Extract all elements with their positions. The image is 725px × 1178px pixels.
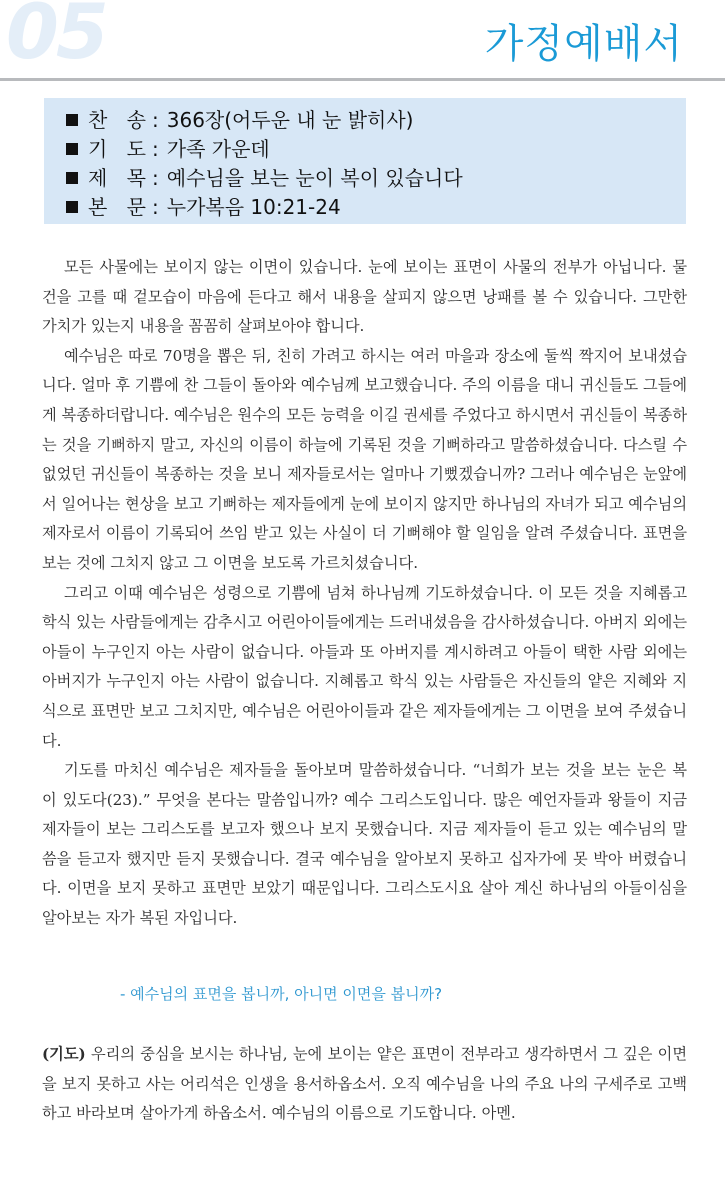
info-row-hymn bbox=[66, 106, 686, 135]
info-row-scripture bbox=[66, 193, 686, 222]
prayer-text: 우리의 중심을 보시는 하나님, 눈에 보이는 얕은 표면이 전부라고 생각하면서 그 깊은 이면을 보지 못하고 사는 어리석은 인생을 용서하옵소서. 오직 예수님을 나의 주요 나의 구세주로 고백하고 바라보며 살아가게 하옵소서. 예수님의 이름으로 기도합니다. 아멘. bbox=[42, 1045, 687, 1123]
title-rule bbox=[0, 78, 725, 81]
closing-question: - 예수님의 표면을 봅니까, 아니면 이면을 봅니까? bbox=[120, 985, 443, 1003]
prayer-paragraph bbox=[42, 1040, 687, 1129]
info-label: 제 목 bbox=[88, 166, 146, 190]
page-number: 05 bbox=[6, 0, 106, 76]
info-row-prayer bbox=[66, 135, 686, 164]
body-paragraph: 기도를 마치신 예수님은 제자들을 돌아보며 말씀하셨습니다. “너희가 보는 것을 보는 눈은 복이 있도다(23).” 무엇을 본다는 말씀입니까? 예수 그리스도입니다. 많은 예언자들과 왕들이 지금 제자들이 보는 그리스도를 보고자 했으나 보지 못했습니다. 지금 제자들이 듣고 있는 예수님의 말씀을 듣고자 했지만 듣지 못했습니다. 결국 예수님을 알아보지 못하고 십자가에 못 박아 버렸습니다. 이면을 보지 못하고 표면만 보았기 때문입니다. 그리스도시요 살아 계신 하나님의 아들이심을 알아보는 자가 복된 자입니다. bbox=[42, 761, 687, 928]
info-value: 누가복음 10:21-24 bbox=[166, 195, 341, 219]
prayer-label: (기도) bbox=[42, 1045, 86, 1063]
info-row-title bbox=[66, 164, 686, 193]
square-bullet-icon bbox=[66, 114, 78, 126]
info-label: 본 문 bbox=[88, 195, 146, 219]
square-bullet-icon bbox=[66, 172, 78, 184]
info-value: 366장(어두운 내 눈 밝히사) bbox=[166, 108, 414, 132]
worship-info-box bbox=[44, 98, 686, 224]
square-bullet-icon bbox=[66, 201, 78, 213]
sermon-body bbox=[42, 253, 687, 934]
body-paragraph: 모든 사물에는 보이지 않는 이면이 있습니다. 눈에 보이는 표면이 사물의 전부가 아닙니다. 물건을 고를 때 겉모습이 마음에 든다고 해서 내용을 살피지 않으면 낭패를 볼 수 있습니다. 그만한 가치가 있는지 내용을 꼼꼼히 살펴보아야 합니다. bbox=[42, 258, 687, 336]
info-value: 가족 가운데 bbox=[166, 137, 270, 161]
info-colon: : bbox=[152, 137, 159, 161]
body-paragraph: 예수님은 따로 70명을 뽑은 뒤, 친히 가려고 하시는 여러 마을과 장소에 둘씩 짝지어 보내셨습니다. 얼마 후 기쁨에 찬 그들이 돌아와 예수님께 보고했습니다. 주의 이름을 대니 귀신들도 그들에게 복종하더랍니다. 예수님은 원수의 모든 능력을 이길 권세를 주었다고 하시면서 귀신들이 복종하는 것을 기뻐하지 말고, 자신의 이름이 하늘에 기록된 것을 기뻐하라고 말씀하셨습니다. 다스릴 수 없었던 귀신들이 복종하는 것을 보니 제자들로서는 얼마나 기뻤겠습니까? 그러나 예수님은 눈앞에서 일어나는 현상을 보고 기뻐하는 제자들에게 눈에 보이지 않지만 하나님의 자녀가 되고 예수님의 제자로서 이름이 기록되어 쓰임 받고 있는 사실이 더 기뻐해야 할 일임을 알려 주셨습니다. 표면을 보는 것에 그치지 않고 그 이면을 보도록 가르치셨습니다. bbox=[42, 346, 687, 572]
info-value: 예수님을 보는 눈이 복이 있습니다 bbox=[166, 166, 463, 190]
info-colon: : bbox=[152, 195, 159, 219]
info-colon: : bbox=[152, 108, 159, 132]
info-label: 찬 송 bbox=[88, 108, 146, 132]
info-colon: : bbox=[152, 166, 159, 190]
info-label: 기 도 bbox=[88, 137, 146, 161]
square-bullet-icon bbox=[66, 143, 78, 155]
section-title: 가정예배서 bbox=[484, 21, 683, 67]
body-paragraph: 그리고 이때 예수님은 성령으로 기쁨에 넘쳐 하나님께 기도하셨습니다. 이 모든 것을 지혜롭고 학식 있는 사람들에게는 감추시고 어린아이들에게는 드러내셨음을 감사하셨습니다. 아버지 외에는 아들이 누구인지 아는 사람이 없습니다. 아들과 또 아버지를 계시하려고 아들이 택한 사람 외에는 아버지가 누구인지 아는 사람이 없습니다. 지혜롭고 학식 있는 사람들은 자신들의 얕은 지혜와 지식으로 표면만 보고 그치지만, 예수님은 어린아이들과 같은 제자들에게는 그 이면을 보여 주셨습니다. bbox=[42, 583, 687, 750]
